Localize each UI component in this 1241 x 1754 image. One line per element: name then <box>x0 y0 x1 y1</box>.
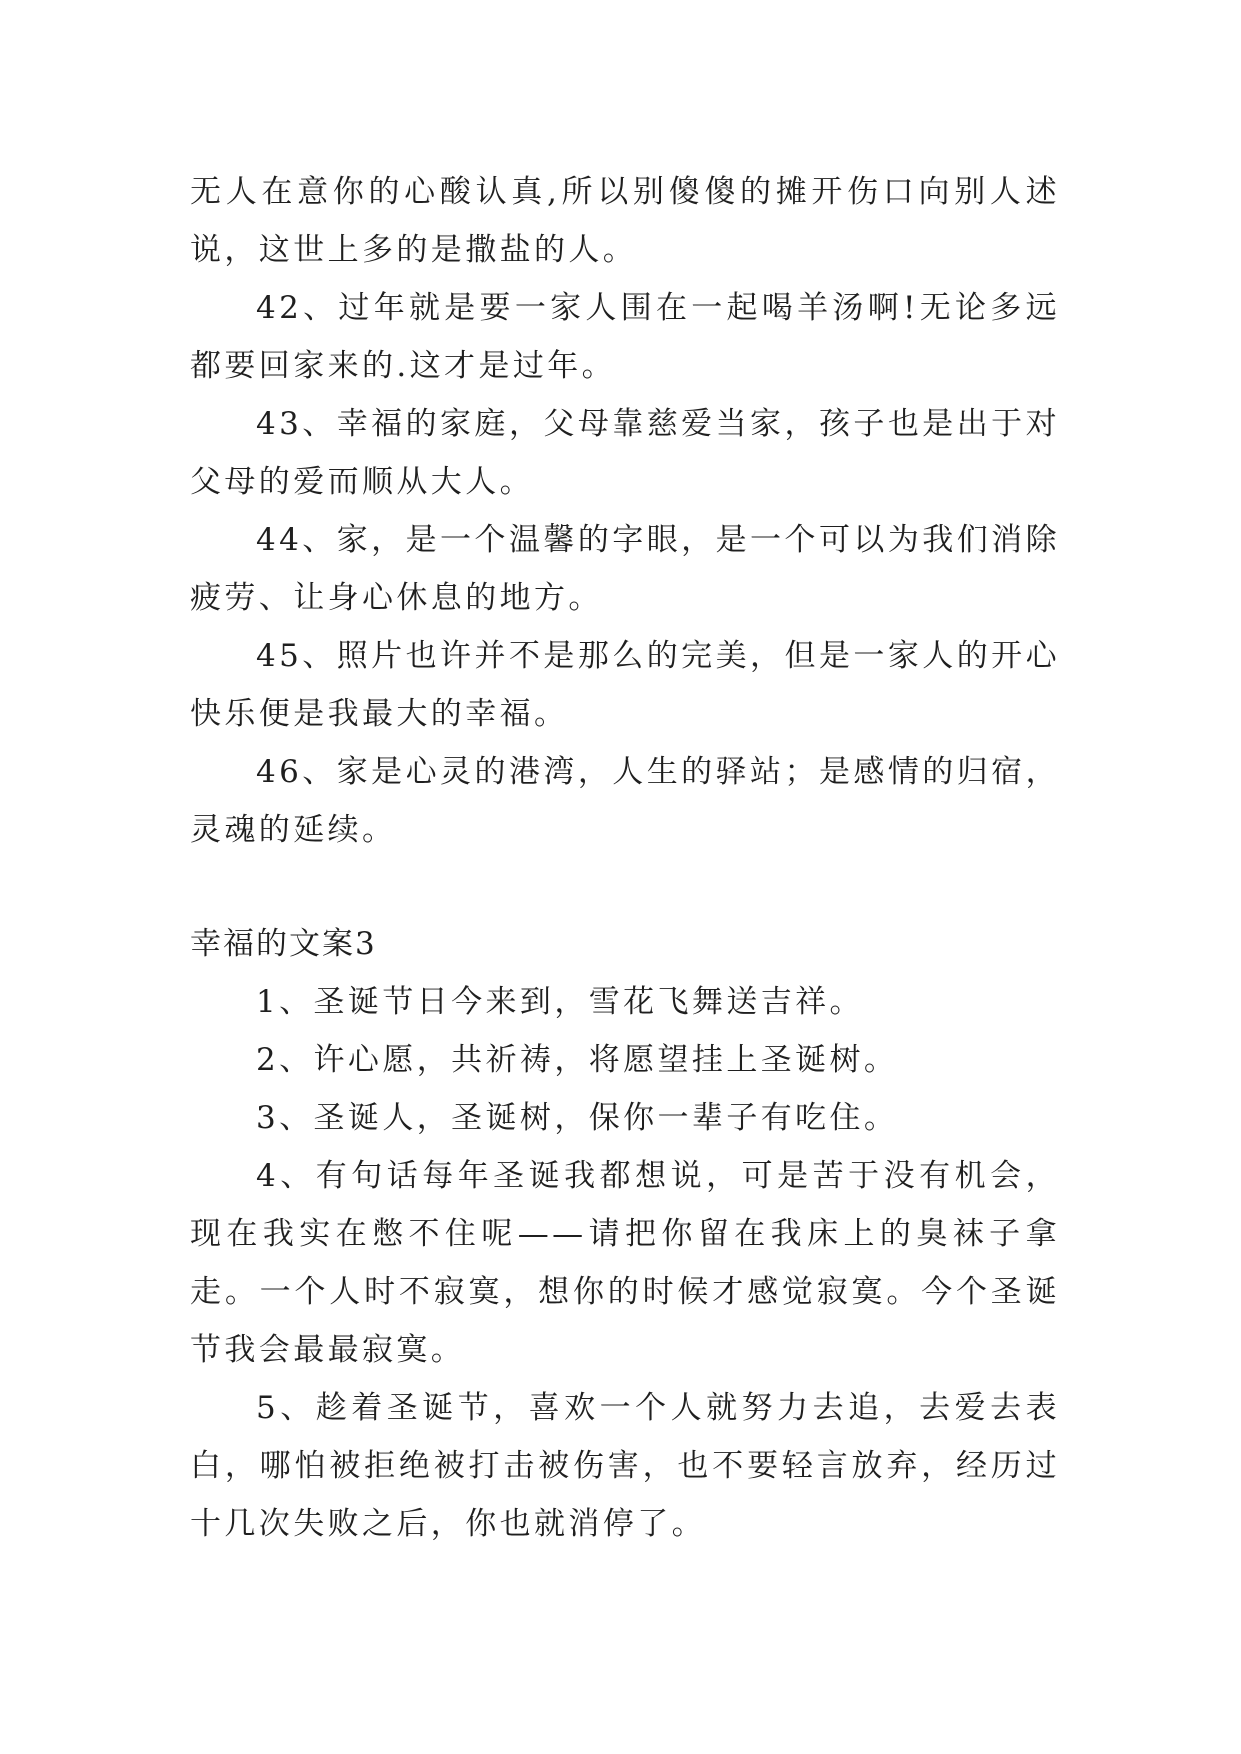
paragraph-item-5: 5、趁着圣诞节，喜欢一个人就努力去追，去爱去表白，哪怕被拒绝被打击被伤害，也不要轻言放弃，经历过十几次失败之后，你也就消停了。 <box>190 1390 1060 1542</box>
paragraph-item-46: 46、家是心灵的港湾，人生的驿站；是感情的归宿，灵魂的延续。 <box>190 754 1060 848</box>
paragraph-intro: 无人在意你的心酸认真,所以别傻傻的摊开伤口向别人述说，这世上多的是撒盐的人。 <box>190 174 1060 268</box>
paragraph-item-2: 2、许心愿，共祈祷，将愿望挂上圣诞树。 <box>256 1042 899 1078</box>
paragraph-item-4: 4、有句话每年圣诞我都想说，可是苦于没有机会，现在我实在憋不住呢——请把你留在我床上的臭袜子拿走。一个人时不寂寞，想你的时候才感觉寂寞。今个圣诞节我会最最寂寞。 <box>190 1158 1060 1368</box>
paragraph-item-1: 1、圣诞节日今来到，雪花飞舞送吉祥。 <box>256 984 864 1020</box>
paragraph-item-3: 3、圣诞人，圣诞树，保你一辈子有吃住。 <box>256 1100 899 1136</box>
paragraph-item-45: 45、照片也许并不是那么的完美，但是一家人的开心快乐便是我最大的幸福。 <box>190 638 1060 732</box>
section-heading: 幸福的文案3 <box>190 926 377 962</box>
section-spacer <box>190 859 1060 915</box>
document-body <box>190 163 1060 1553</box>
paragraph-item-42: 42、过年就是要一家人围在一起喝羊汤啊!无论多远都要回家来的.这才是过年。 <box>190 290 1060 384</box>
paragraph-item-43: 43、幸福的家庭，父母靠慈爱当家，孩子也是出于对父母的爱而顺从大人。 <box>190 406 1060 500</box>
paragraph-item-44: 44、家，是一个温馨的字眼，是一个可以为我们消除疲劳、让身心休息的地方。 <box>190 522 1060 616</box>
